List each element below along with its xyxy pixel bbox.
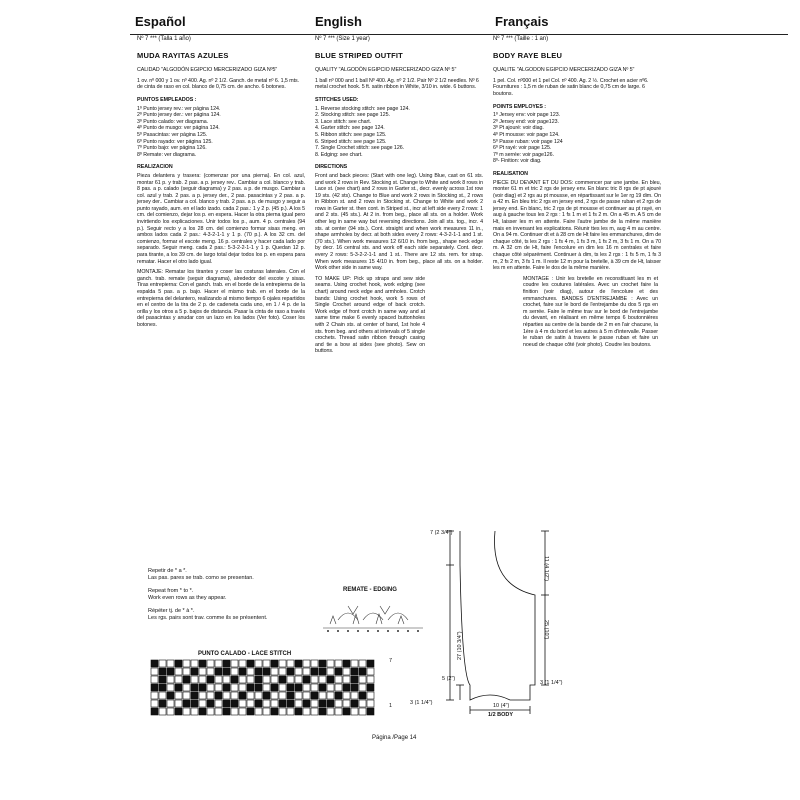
lace-cell [303,660,310,667]
lace-cell [175,668,182,675]
lace-cell [271,692,278,699]
lace-cell [207,668,214,675]
measure-label: 11 (4 1/2") [543,556,549,582]
header-english: English [315,14,362,29]
fr-point: 6º Pt rayé: voir page 125. [493,145,552,152]
lace-cell [367,692,374,699]
lace-cell [159,708,166,715]
es-title: MUDA RAYITAS AZULES [137,50,229,60]
lace-cell [303,708,310,715]
lace-cell [239,676,246,683]
lace-cell [175,676,182,683]
lace-cell [239,692,246,699]
lace-cell [303,684,310,691]
lace-cell [255,668,262,675]
lace-cell [263,684,270,691]
lace-cell [319,660,326,667]
lace-cell [183,708,190,715]
lace-cell [319,692,326,699]
lace-cell [215,684,222,691]
measure-label: 27 (10 3/4") [457,631,463,660]
lace-cell [343,684,350,691]
lace-cell [351,700,358,707]
lace-cell [295,676,302,683]
lace-cell [207,684,214,691]
lace-cell [223,676,230,683]
fr-materials: 1 pel. Col. nº000 et 1 pel Col. nº 400. Ag. 2 ½. Crochet en acier nº6. Fournitures : 1,5 m de ruban de satin blanc de 0,75 cm de large. 6 boutons. [493,77,649,97]
fr-point: 2º Jersey end: voir page123. [493,118,559,125]
lace-cell [167,684,174,691]
lace-cell [191,708,198,715]
lace-cell [327,692,334,699]
lace-cell [263,668,270,675]
lace-cell [247,684,254,691]
en-stitch: 5. Ribbon stitch: see page 125. [315,131,387,138]
lace-cell [311,700,318,707]
lace-cell [151,668,158,675]
measure-label: 7 (2 3/4") [430,530,453,536]
fr-point: 7º m serrée: voir page126. [493,151,554,158]
es-point: 5º Pasacintas: ver página 125. [137,131,208,138]
es-point: 3º Punto calado: ver diagrama. [137,118,209,125]
lace-cell [327,668,334,675]
lace-cell [151,708,158,715]
lace-cell [159,668,166,675]
en-size: Nº 7 *** (Size 1 year) [315,36,370,42]
lace-cell [303,700,310,707]
lace-cell [343,660,350,667]
fr-point: 4º Pt mousse: voir page 124. [493,131,560,138]
lace-cell [287,684,294,691]
lace-cell [279,660,286,667]
lace-cell [359,660,366,667]
es-materials: 1 ov. nº 000 y 1 ov. nº 400. Ag. nº 2 1/2. Ganch. de metal nº 6. 1,5 mts. de cinta de raso en col. blanco de 0,75 cm. de ancho. 6 botones. [137,77,300,91]
lace-cell [183,676,190,683]
lace-cell [271,708,278,715]
lace-cell [183,700,190,707]
legend-es-2: Las pas. pares se trab. como se presentan. [148,575,254,581]
lace-cell [223,660,230,667]
lace-cell [327,660,334,667]
lace-cell [247,700,254,707]
lace-cell [279,708,286,715]
lace-cell [343,676,350,683]
lace-cell [351,668,358,675]
lace-cell [199,700,206,707]
lace-cell [167,668,174,675]
legend-fr-2: Les rgs. pairs sont trav. comme ils se présentent. [148,615,268,621]
lace-cell [239,660,246,667]
es-size: Nº 7 *** (Talla 1 año) [137,36,191,42]
lace-cell [367,668,374,675]
lace-cell [335,708,342,715]
en-makeup: TO MAKE UP: Pick up straps and sew side seams. Using crochet hook, work edging (see chart) around neck edge and armholes. Crotch bands: Using crochet hook, work 5 rows of Single Crochet around edge of back crotch. Work edge of front crotch in same way and at same time make 6 evenly spaced buttonholes with 2 Chain sts. at center of band, 1st hole 4 sts. from beg. and others at intervals of 5 single crochets. Thread satin ribbon through casing and tie a bow at sides (see photo). Sew on buttons. [315,275,425,355]
lace-cell [167,692,174,699]
measure-label: 10 (4") [493,703,510,709]
page-number: Página /Page 14 [372,735,417,741]
lace-cell [215,676,222,683]
es-point: 4º Punto de musgo: ver página 124. [137,125,220,132]
lace-cell [167,660,174,667]
lace-cell [223,708,230,715]
es-montaje: MONTAJE: Rematar los tirantes y coser las costuras laterales. Con el ganch. trab. remate (seguir diagrama), alrededor del escote y sisas. Tiras entrepierna: Con el ganch. trab. en el borde de la entrepierna de la espalda 5 pas. a p. bajo. Hacer el mismo trab. en el borde de la entrepierna del delantero, realizando al mismo tiempo 6 ojales repartidos en el centro de la tira de 2 p. de cadeneta cada uno, en 1 / 4 p. de la orilla y los otros a 5 p. bajos de distancia. Pasar la cinta de raso a través del pasacintas y anudar con un lazo en los lados (Ver foto). Coser los botones. [137,269,305,328]
lace-cell [287,692,294,699]
lace-cell [319,676,326,683]
lace-cell [295,660,302,667]
lace-cell [295,700,302,707]
lace-cell [279,700,286,707]
lace-cell [191,692,198,699]
lace-cell [343,700,350,707]
lace-cell [303,668,310,675]
lace-cell [239,668,246,675]
french-column [493,36,661,352]
lace-cell [199,708,206,715]
lace-cell [215,660,222,667]
lace-cell [151,660,158,667]
lace-cell [351,684,358,691]
lace-cell [263,708,270,715]
en-directions-title: DIRECTIONS [315,164,348,171]
lace-cell [359,692,366,699]
fr-realization: PIECE DU DEVANT ET DU DOS: commencer par une jambe. En bleu, monter 61 m et tric 2 rgs de jersey env. En blanc tric 8 rgs de pt ajouré (voir diag) et 2 rgs au pt mousse, en répartissant sur le 1er rg 19 dim. On a 42 m. En bleu tric 2 rgs en jersey end, 2 rgs de passe ruban et 2 rgs de jersey end. En blanc, tric 2 rgs de pt mousse et continuer au pt rayé, en aug à gauche tous les 2 rgs : 1 fs 1 m et 1 fs 2 m. On a 45 m. A 5 cm de Ht, laisser les m en attente. Faire l'autre jambe de la même manière mais en inversant les explications. Réunir ttes les m, aug 4 m au centre. On a 94 m. Continuer dt et à 28 cm de Ht faire les emmanchures, dim de chaque côté, ts les 2 rgs : 1 fs 4 m, 1 fs 3 m, 1 fs 2 m, 3 fs 1 m. On a 70 m. A 32 cm de Ht, faire l'encolure en dim les 16 m centrales et faire chaque côté séparément. Continuer à dim, ts les 2 rgs : 1 fs 5 m, 1 fs 3 m, 2 fs 2 m, 3 fs 1 m. Il reste 12 m pour la bretelle, à 39 cm de Ht, laisser les m en attente. Faire le dos de la même manière. [493,179,661,272]
lace-cell [303,676,310,683]
lace-cell [239,684,246,691]
lace-cell [151,676,158,683]
legend-fr-1: Répéter tj. de * à *. [148,608,195,614]
lace-cell [367,660,374,667]
fr-point: 8º- Finition: voir diag. [493,158,542,165]
lace-cell [239,708,246,715]
lace-cell [207,708,214,715]
lace-cell [287,676,294,683]
lace-cell [295,692,302,699]
lace-cell [279,684,286,691]
header-spanish: Español [135,14,186,29]
lace-cell [167,700,174,707]
lace-cell [271,676,278,683]
spanish-column [137,36,305,333]
lace-cell [255,684,262,691]
lace-cell [319,668,326,675]
lace-cell [263,692,270,699]
schematic-caption: 1/2 BODY [488,712,514,718]
header-french: Français [495,14,549,29]
lace-cell [175,708,182,715]
lace-cell [223,692,230,699]
lace-cell [255,692,262,699]
lace-cell [167,676,174,683]
fr-realization-title: REALISATION [493,170,528,177]
legend-en-2: Work even rows as they appear. [148,595,227,601]
lace-cell [335,692,342,699]
es-point: 8º Remate: ver diagrama. [137,151,197,158]
lace-cell [255,676,262,683]
measure-label: 3 (1 1/4") [540,680,563,686]
lace-cell [167,708,174,715]
lace-cell [279,692,286,699]
body-schematic [420,525,600,725]
lace-cell [359,668,366,675]
fr-point: 5º Passe ruban: voir page 124 [493,138,563,145]
lace-cell [223,684,230,691]
edging-chart [318,596,428,638]
lace-cell [343,668,350,675]
en-quality: QUALITY "ALGODÓN EGIPCIO MERCERIZADO GIZA Nº 5" [315,67,457,74]
lace-cell [247,676,254,683]
lace-cell [271,668,278,675]
lace-cell [231,692,238,699]
lace-cell [295,668,302,675]
lace-cell [367,676,374,683]
lace-cell [231,684,238,691]
fr-point: 1º Jersey env: voir page 123. [493,112,561,119]
en-stitch: 2. Stocking stitch: see page 125. [315,112,390,119]
lace-cell [159,700,166,707]
lace-cell [215,700,222,707]
lace-cell [199,668,206,675]
lace-cell [287,700,294,707]
legend-en-1: Repeat from * to *. [148,588,194,594]
fr-montage: MONTAGE : Unir les bretelle en reconstituant les m et coudre les coutures latérales. Avec un crochet faire la finition (voir diag), autour de l'encolure et des emmanchures. BANDES D'ENTREJAMBE : Avec un crochet, faire sur le bord de l'entrejambe du dos 5 rgs en m serrée. Faire le même trav sur le bord de l'entrejambe du devant, en réalisant en même temps 6 boutonnières réparties au centre de la bande de 2 m en l'air chacune, la 1ère à 4 m du bord et les autres à 5 m d'intervalle. Passer le ruban de satin à travers le passe ruban et faire un noeud de chaque côté (voir photo). Coudre les boutons. [523,275,658,348]
lace-cell [199,660,206,667]
lace-cell [287,660,294,667]
lace-cell [311,668,318,675]
lace-cell [343,708,350,715]
lace-cell [199,684,206,691]
lace-cell [263,700,270,707]
lace-cell [175,700,182,707]
lace-cell [247,708,254,715]
lace-cell [263,676,270,683]
lace-cell [319,708,326,715]
lace-cell [199,692,206,699]
lace-cell [183,692,190,699]
lace-cell [159,684,166,691]
fr-size: Nº 7 *** (Taille : 1 an) [493,36,549,42]
lace-cell [191,676,198,683]
lace-cell [223,668,230,675]
lace-cell [175,692,182,699]
english-column [315,36,483,359]
lace-cell [239,700,246,707]
lace-cell [151,692,158,699]
es-point: 7º Punto bajo: ver página 126. [137,145,207,152]
en-stitches-title: STITCHES USED: [315,96,359,103]
lace-cell [175,684,182,691]
lace-cell [327,700,334,707]
lace-cell [343,692,350,699]
lace-cell [255,708,262,715]
lace-cell [247,660,254,667]
lace-cell [367,708,374,715]
lace-cell [199,676,206,683]
en-directions: Front and back pieces: (Start with one leg). Using Blue, cast on 61 sts. and work 2 rows in Rev. Stocking st. Change to White and work 8 rows in Lace st. (see chart) and 2 rows in Garter st., decr. evenly across 1st row 19 sts. (42 sts). Change to Blue and work 2 rows in Stocking st., 2 rows in Ribbon st. and 2 rows in Stocking st. Change to White and work 2 rows in Garter st. then cont. in Striped st., incr at left side every 2 rows: 1 and 2 sts. (45 sts.). At 2 in. from beg., place all sts. on a holder. Work other leg in same way but reversing directions. Join all sts. tog., incr. 4 sts. at center (94 sts.). Cont. straight and when work measures 11 in., shape armholes by decr. at both sides every 2 rows: 4-3-2-1-1 and 1 st. (70 sts.). When work measures 12 6/10 in. from beg., shape neck edge by decr. 16 central sts. and work off each side separately. Cont. decr. every 2 rows: 5-3-2-2-1-1 and 1 st.. There are 12 sts. rem. for strap. When work measures 15 4/10 in. from beg., place all sts. on a holder. Work other side in same way. [315,172,483,272]
fr-points-title: POINTS EMPLOYES : [493,103,547,110]
lace-cell [231,660,238,667]
en-materials: 1 ball nº 000 and 1 ball Nº 400. Ag. nº 2 1/2. Pair Nº 2 1/2 needles. Nº 6 metal crochet hook. 5 ft. satin ribbon in White, 3/10 in. wide. 6 buttons. [315,77,479,91]
en-stitch: 1. Reverse stocking stitch: see page 124. [315,105,410,112]
lace-cell [319,700,326,707]
lace-cell [367,700,374,707]
lace-cell [247,668,254,675]
lace-cell [231,668,238,675]
lace-cell [151,700,158,707]
lace-cell [311,684,318,691]
lace-cell [359,700,366,707]
lace-cell [367,684,374,691]
fr-title: BODY RAYE BLEU [493,50,563,60]
lace-cell [183,684,190,691]
lace-cell [327,684,334,691]
fr-quality: QUALITE "ALGODON EGIPCIO MERCERIZADO GIZA Nº 5" [493,67,635,74]
lace-cell [335,660,342,667]
lace-cell [191,700,198,707]
lace-cell [215,692,222,699]
legend-block [148,568,318,622]
es-point: 6º Punto rayado: ver página 125. [137,138,213,145]
lace-cell [351,692,358,699]
lace-cell [279,676,286,683]
lace-cell [311,692,318,699]
en-stitch: 6. Striped stitch: see page 125. [315,138,387,145]
lace-cell [335,700,342,707]
lace-cell [231,708,238,715]
en-stitch: 7. Single Crochet stitch: see page 126. [315,145,405,152]
lace-cell [191,668,198,675]
lace-cell [351,676,358,683]
lace-cell [335,676,342,683]
lace-cell [255,660,262,667]
lace-cell [215,708,222,715]
lace-cell [191,684,198,691]
measure-label: 5 (2") [442,676,456,682]
lace-cell [247,692,254,699]
lace-cell [207,692,214,699]
lace-cell [183,668,190,675]
lace-cell [271,660,278,667]
es-realization: Pieza delantera y trasera: (comenzar por una pierna). En col. azul, montar 61 p. y trab. 2 pas. a p. jersey rev.. Cambiar a col. blanco y trab. 8 pas. a p. calado (seguir diagrama) y 2 pas. a p. de musgo. Cambiar a col. azul y trab. 2 pas. a p. jersey der., 2 pas. pasacintas y 2 pas. a p. jersey der.. Cambiar a col. blanco y trab. 2 pas. a p. de musgo y seguir a punto rayado, aum. en el lado izado. cada 2 pas.: 1 y 2 p. (45 p.). A los 5 cm. del comienzo, dejar los p. en espera. Hacer la otra pierna igual pero invirtiendo los explicaciones. Unir todos los p., aum. 4 p. centrales (94 p.). Seguir recto y a los 28 cm. del comienzo formar sisas meng. en ambos lados cada 2 pas.: 4-3-2-1-1 y 1 p. (70 p.). A los 32 cm. del comienzo, formar el escote meng. 16 p. centrales y hacer cada lado por separado. Seguir meng. cada 2 pas.: 5-3-2-2-1-1 y 1 p. Quedan 12 p. para tirante, a los 39 cm. de largo total dejar todos los p. en espera para rematar. Hacer el otro lado igual. [137,172,305,265]
lace-cell [207,700,214,707]
header-rule [130,34,788,35]
lace-cell [351,660,358,667]
en-stitch: 3. Lace stitch: see chart. [315,118,372,125]
lace-cell [183,660,190,667]
lace-cell [223,700,230,707]
lace-cell [287,708,294,715]
lace-cell [295,684,302,691]
lace-cell [271,684,278,691]
lace-cell [271,700,278,707]
fr-point: 3º Pt ajouré: voir diag. [493,125,544,132]
lace-cell [263,660,270,667]
lace-cell [351,708,358,715]
es-points-title: PUNTOS EMPLEADOS : [137,96,197,103]
edging-label: REMATE - EDGING [343,587,397,593]
legend-es-1: Repetir de * a *. [148,568,187,574]
lace-chart [150,659,385,719]
en-stitch: 8. Edging: see chart. [315,151,363,158]
lace-cell [327,708,334,715]
lace-cell [359,708,366,715]
en-title: BLUE STRIPED OUTFIT [315,50,403,60]
lace-cell [207,660,214,667]
lace-cell [311,676,318,683]
lace-cell [151,684,158,691]
lace-cell [287,668,294,675]
lace-cell [279,668,286,675]
lace-cell [215,668,222,675]
lace-cell [359,676,366,683]
lace-row-label: 7 [389,658,393,664]
lace-cell [327,676,334,683]
lace-cell [311,708,318,715]
lace-cell [159,676,166,683]
lace-cell [191,660,198,667]
lace-cell [303,692,310,699]
lace-cell [231,676,238,683]
lace-cell [175,660,182,667]
lace-cell [207,676,214,683]
lace-cell [335,668,342,675]
lace-row-label: 1 [389,703,393,709]
es-point: 1º Punto jersey rev.: ver página 124. [137,105,221,112]
lace-label: PUNTO CALADO - LACE STITCH [198,651,292,657]
lace-cell [359,684,366,691]
lace-cell [319,684,326,691]
lace-cell [295,708,302,715]
lace-cell [159,692,166,699]
lace-cell [311,660,318,667]
measure-label: 25 (10") [543,620,549,640]
lace-cell [231,700,238,707]
measure-label: 3 (1 1/4") [410,700,433,706]
lace-cell [335,684,342,691]
es-realization-title: REALIZACION [137,164,173,171]
es-point: 2º Punto jersey der.: ver página 124. [137,112,221,119]
en-stitch: 4. Garter stitch: see page 124. [315,125,385,132]
lace-cell [255,700,262,707]
es-quality: CALIDAD "ALGODÓN EGIPCIO MERCERIZADO GIZA Nº5" [137,67,278,74]
lace-cell [159,660,166,667]
